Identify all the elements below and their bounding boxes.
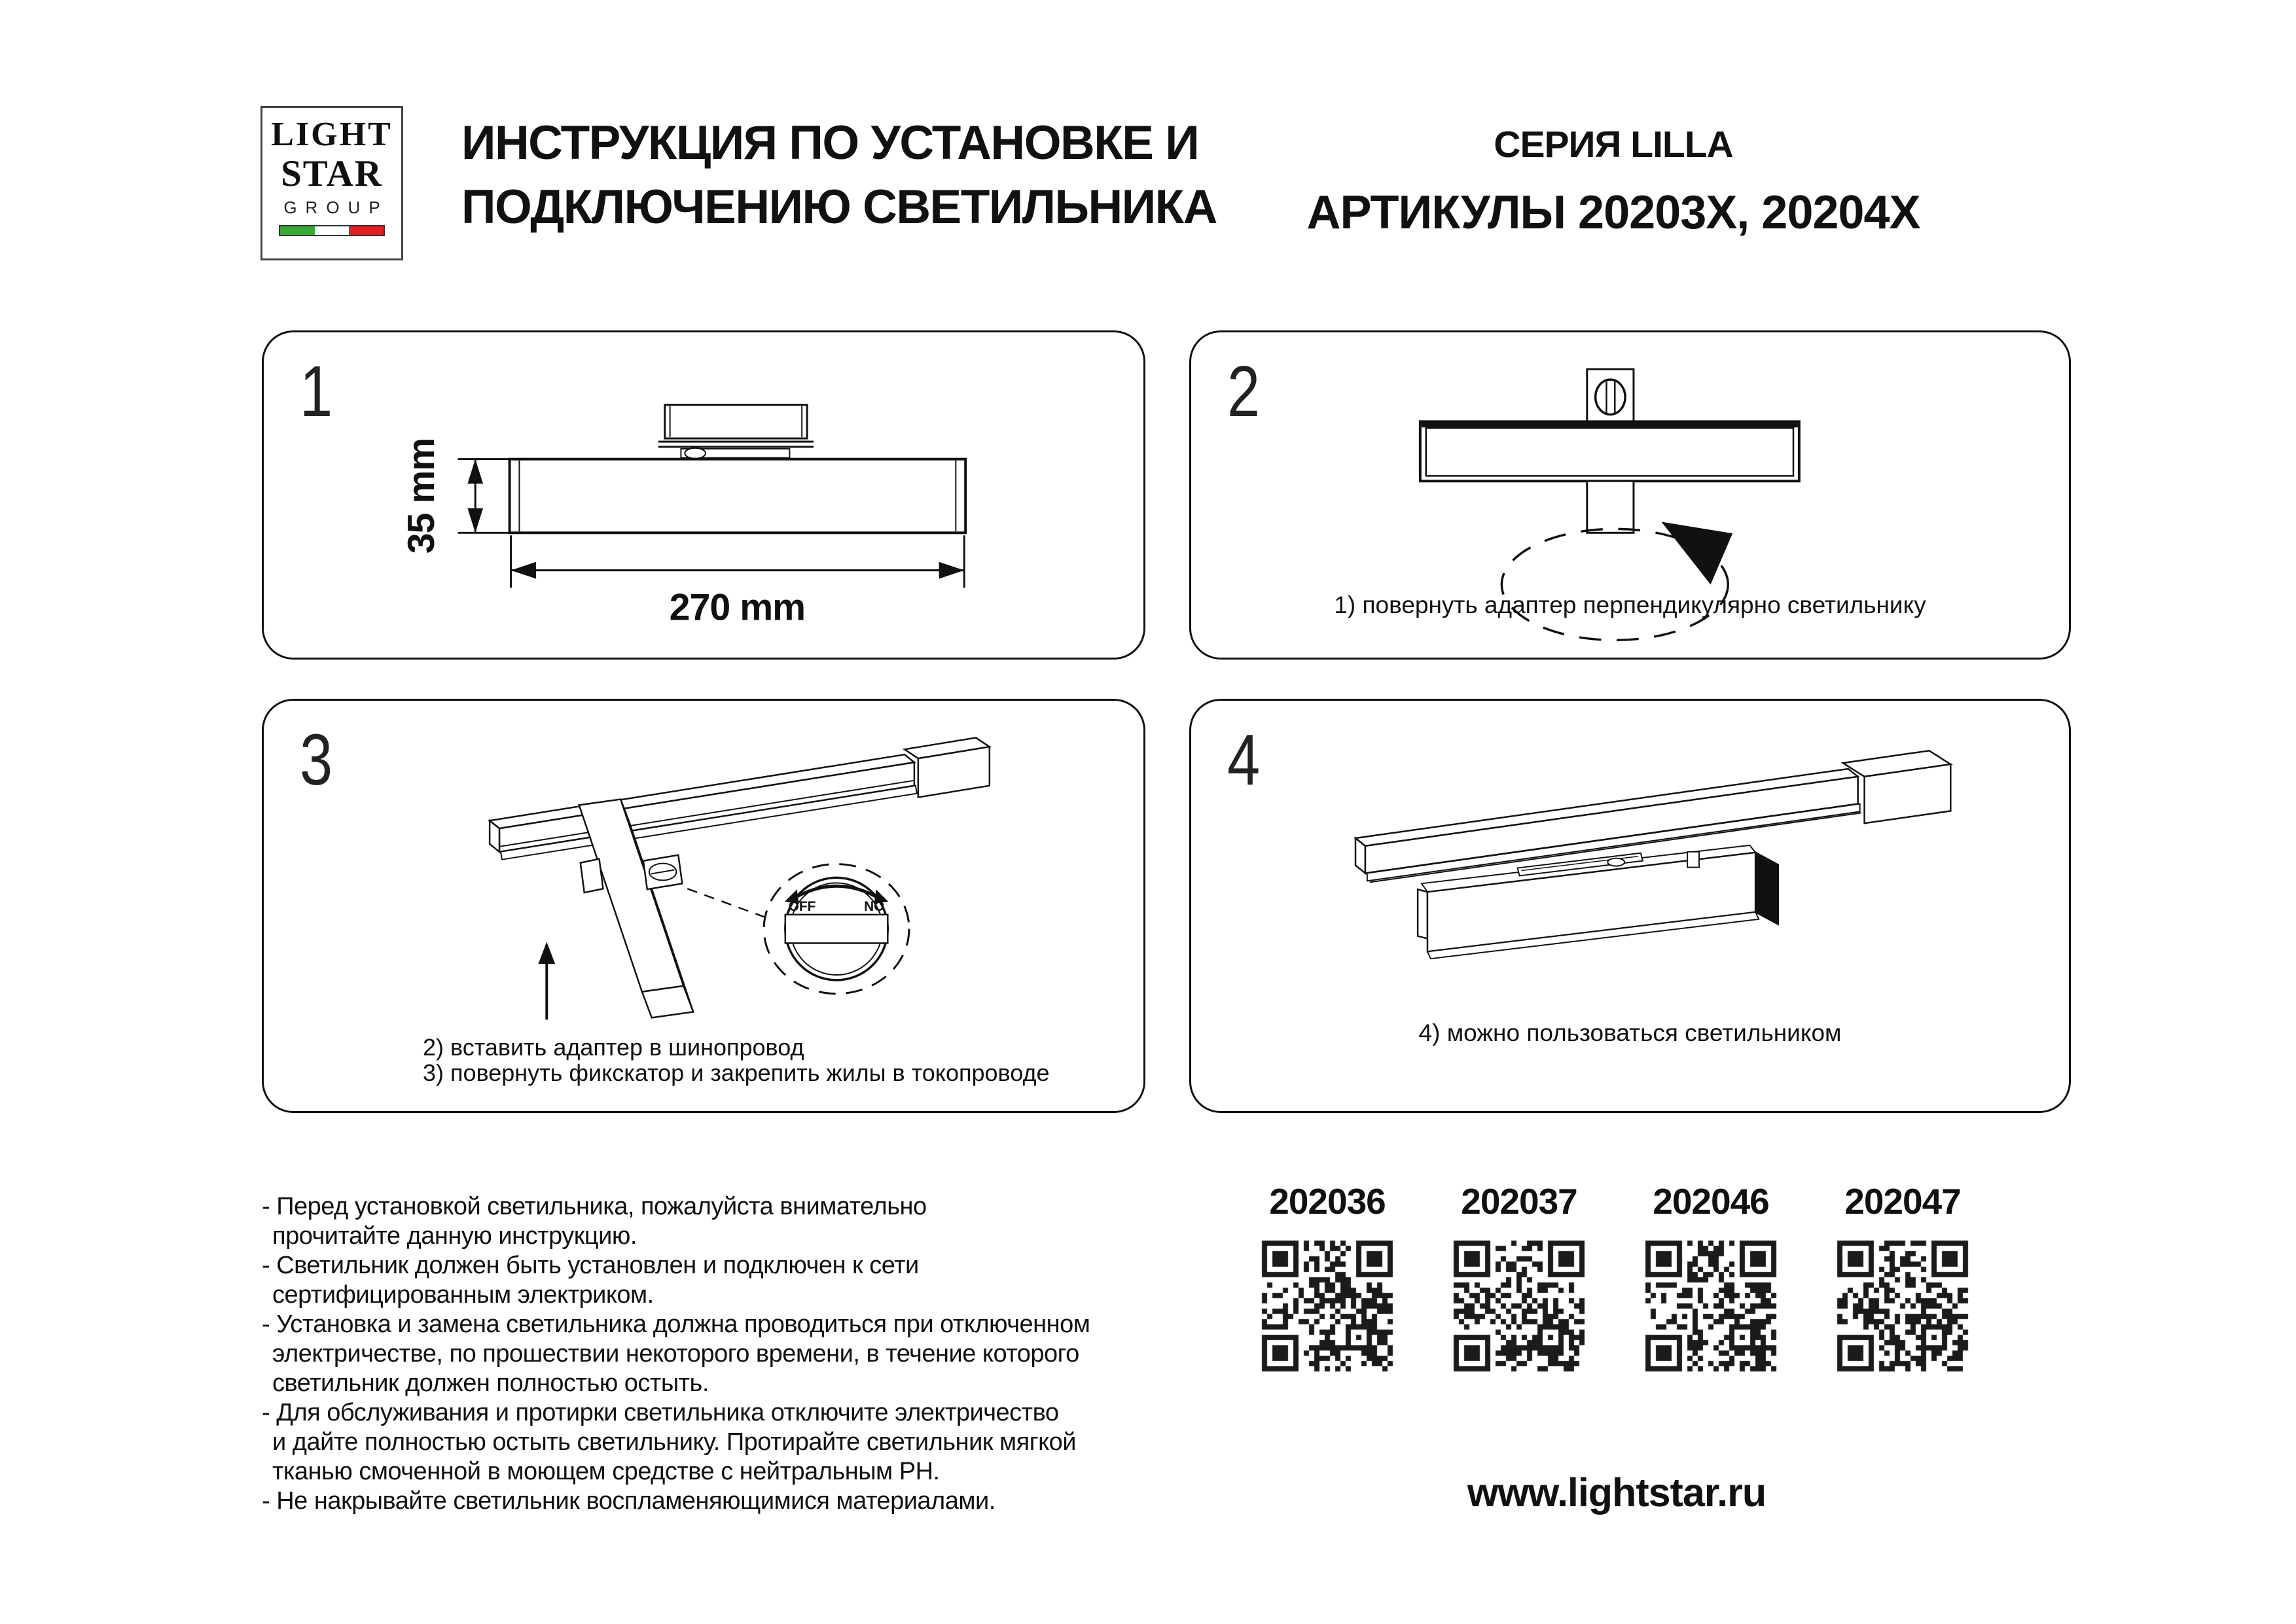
adapter-lock (1687, 852, 1699, 868)
screw-head (1596, 380, 1625, 414)
adapter-tab-bottom (1587, 481, 1634, 533)
detail-leader-line (687, 889, 765, 917)
warning-line: тканью смоченной в моющем средстве с нейтральным PH. (272, 1458, 940, 1485)
lamp-body (510, 459, 966, 533)
step2-caption: 1) повернуть адаптер перпендикулярно светильнику (1334, 591, 1926, 618)
safety-warnings-list (262, 1192, 1090, 1516)
lamp-left-end (1418, 889, 1427, 938)
qr-article-label: 202046 (1653, 1181, 1769, 1222)
series-label: СЕРИЯ LILLA (1494, 124, 1733, 166)
width-dimension-label: 270 mm (669, 586, 806, 629)
warning-line: прочитайте данную инструкцию. (272, 1222, 637, 1250)
qr-code-image (1836, 1239, 1970, 1373)
panel4-drawing (1191, 701, 2069, 1111)
logo-word-group: GROUP (283, 198, 389, 217)
lamp-body (1420, 421, 1799, 481)
warning-line: - Для обслуживания и протирки светильника отключите электричество (262, 1399, 1059, 1426)
step-panel-4 (1189, 699, 2071, 1113)
qr-article-label: 202037 (1461, 1181, 1577, 1222)
flag-white-segment (315, 226, 350, 235)
qr-code-image (1644, 1239, 1778, 1373)
italian-flag-bar (279, 225, 385, 236)
articles-label: АРТИКУЛЫ 20203X, 20204X (1306, 186, 1920, 239)
track-rail (490, 737, 990, 859)
panel1-drawing (264, 332, 1143, 658)
track-adapter (665, 405, 807, 438)
width-dimension (511, 535, 965, 628)
warning-line: электричестве, по прошествии некоторого времени, в течение которого (272, 1340, 1079, 1368)
height-dimension (401, 438, 513, 554)
adapter-knob (1607, 858, 1624, 866)
step3-caption-line2: 3) повернуть фикскатор и закрепить жилы в токопроводе (423, 1059, 1050, 1086)
warning-line: - Светильник должен быть установлен и подключен к сети (262, 1252, 919, 1279)
insert-arrow (538, 942, 555, 1019)
warning-line: - Не накрывайте светильник воспламеняющимися материалами. (262, 1487, 996, 1515)
qr-code-image (1261, 1239, 1395, 1373)
fixture-top-view (1420, 369, 1799, 533)
qr-item-202037 (1452, 1180, 1587, 1373)
page-title-line1: ИНСТРУКЦИЯ ПО УСТАНОВКЕ И (461, 116, 1199, 169)
warning-line: - Перед установкой светильника, пожалуйста внимательно (262, 1193, 927, 1220)
detail-on-label: NO (864, 898, 885, 914)
warning-line: светильник должен полностью остыть. (272, 1369, 709, 1397)
lightstar-logo (260, 106, 403, 260)
page-title (461, 111, 1217, 239)
rotation-indicator (1501, 522, 1732, 641)
qr-article-label: 202036 (1269, 1181, 1386, 1222)
warning-line: - Установка и замена светильника должна проводиться при отключенном (262, 1311, 1090, 1338)
step-number-4: 4 (1227, 720, 1261, 800)
qr-item-202036 (1260, 1180, 1395, 1373)
step4-caption: 4) можно пользоваться светильником (1418, 1019, 1842, 1046)
fixator-slot (785, 915, 888, 944)
adapter-knob (685, 448, 706, 459)
logo-word-star: STAR (281, 153, 383, 194)
step3-caption-line1: 2) вставить адаптер в шинопровод (423, 1034, 804, 1061)
clamp-tab (581, 859, 603, 893)
page-title-line2: ПОДКЛЮЧЕНИЮ СВЕТИЛЬНИКА (461, 181, 1217, 234)
qr-article-label: 202047 (1844, 1181, 1961, 1222)
step-number-3: 3 (300, 720, 333, 800)
step-number-2: 2 (1227, 351, 1261, 432)
flag-green-segment (280, 226, 315, 235)
track-front-face (499, 762, 914, 852)
logo-word-light: LIGHT (271, 116, 393, 153)
step3-captions (423, 1034, 1049, 1086)
step-panel-3 (262, 699, 1145, 1113)
warning-line: сертифицированным электриком. (272, 1281, 654, 1309)
height-dimension-label: 35 mm (400, 438, 442, 554)
step-panel-2 (1189, 330, 2071, 660)
warning-line: и дайте полностью остыть светильнику. Протирайте светильник мягкой (272, 1428, 1076, 1456)
detail-off-label: OFF (788, 898, 816, 914)
lamp-dark-end-face (1755, 853, 1778, 925)
fixture-side-view (510, 405, 966, 533)
lamp-bottom-face (642, 986, 693, 1018)
step-panel-1 (262, 330, 1145, 660)
fixator-detail (764, 864, 909, 994)
qr-item-202047 (1835, 1180, 1970, 1373)
website-url: www.lightstar.ru (1467, 1470, 1767, 1515)
qr-code-image (1452, 1239, 1587, 1373)
rotation-arrow (1661, 522, 1732, 585)
flag-red-segment (349, 226, 384, 235)
qr-item-202046 (1643, 1180, 1778, 1373)
header-right (1299, 123, 1928, 239)
step-number-1: 1 (300, 351, 333, 432)
